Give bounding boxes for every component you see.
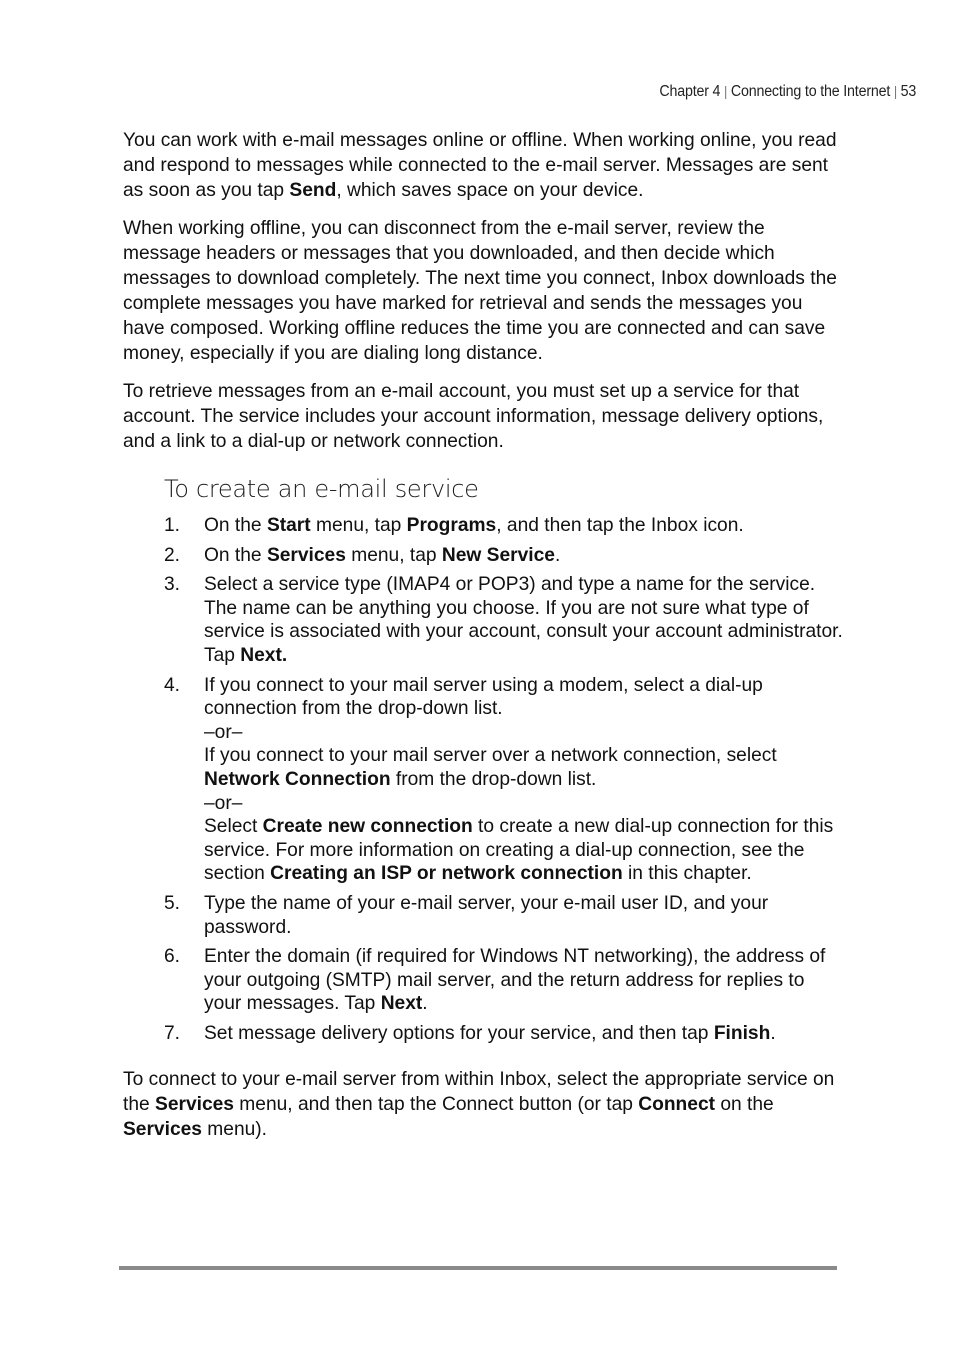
step-number: 6. [164,946,181,968]
section-heading: To create an e-mail service [164,475,479,503]
bold-term: Next [380,993,423,1015]
step-item [123,573,843,667]
bold-term: Send [289,180,337,201]
procedure-steps [123,514,843,1045]
header-separator: | [723,83,727,99]
bold-term: Services [123,1119,202,1141]
page-number: 53 [900,83,916,100]
step-number: 1. [164,515,181,536]
bold-term: Start [266,515,311,536]
bold-term: Connect [638,1094,715,1116]
paragraph: When working offline, you can disconnect from the e-mail server, review the message headers or messages that you downloaded, and then decide which messages to download completely. The next time you connect, Inbox downloads the complete messages you have marked for retrieval and sends the messages you have composed. Working offline reduces the time you are connected and can save money, especially if you are dialing long distance. [123,218,837,364]
bold-term: Finish [713,1022,771,1044]
chapter-title: Connecting to the Internet [730,83,890,100]
paragraph: You can work with e-mail messages online or offline. When working online, you read and respond to messages while connected to the e-mail server. Messages are sent as soon as you tap Send, which saves space on your device. [123,130,837,201]
header-separator: | [893,83,897,99]
step-number: 2. [164,544,181,566]
bold-term: Services [266,544,346,566]
step-number: 4. [164,674,181,696]
footer-rule [119,1266,837,1270]
step-item [123,514,843,538]
step-text: Type the name of your e-mail server, your e-mail user ID, and your password. [204,892,769,938]
step-text: On the Start menu, tap Programs, and then tap the Inbox icon. [204,515,744,536]
step-text: Enter the domain (if required for Windows NT networking), the address of your outgoing (SMTP) mail server, and the return address for replies to your messages. Tap Next. [204,946,826,1015]
step-number: 3. [164,574,181,596]
step-item [123,1022,843,1046]
running-header [659,83,916,101]
step-text: Set message delivery options for your service, and then tap Finish. [204,1022,776,1044]
step-number: 5. [164,892,181,914]
bold-term: Create new connection [262,816,473,838]
step-item [123,674,843,886]
bold-term: Network Connection [204,768,391,790]
bold-term: Next. [240,644,288,666]
paragraph: To retrieve messages from an e-mail account, you must set up a service for that account. The service includes your account information, message delivery options, and a link to a dial-up or network connection. [123,381,824,452]
step-number: 7. [164,1022,181,1044]
step-text: If you connect to your mail server using a modem, select a dial-up connection from the drop-down list. –or– If you connect to your mail server over a network connection, select Network Connection from the drop-down list. –or– Select Create new connection to create a new dial-up connection for this service. For more information on creating a dial-up connection, see the section Creating an ISP or network connection in this chapter. [204,674,834,885]
step-text: On the Services menu, tap New Service. [204,544,561,566]
main-content [123,128,843,1155]
step-item [123,544,843,568]
bold-term: Services [155,1094,234,1116]
closing-paragraph: To connect to your e-mail server from within Inbox, select the appropriate service on the Services menu, and then tap the Connect button (or tap Connect on the Services menu). [123,1069,835,1141]
bold-term: Programs [406,515,497,536]
step-item [123,945,843,1016]
step-text: Select a service type (IMAP4 or POP3) and type a name for the service. The name can be anything you choose. If you are not sure what type of service is associated with your account, consult your account administrator. Tap Next. [204,574,843,666]
step-item [123,892,843,939]
bold-term: Creating an ISP or network connection [270,863,623,885]
chapter-label: Chapter 4 [659,83,721,100]
bold-term: New Service [441,544,555,566]
